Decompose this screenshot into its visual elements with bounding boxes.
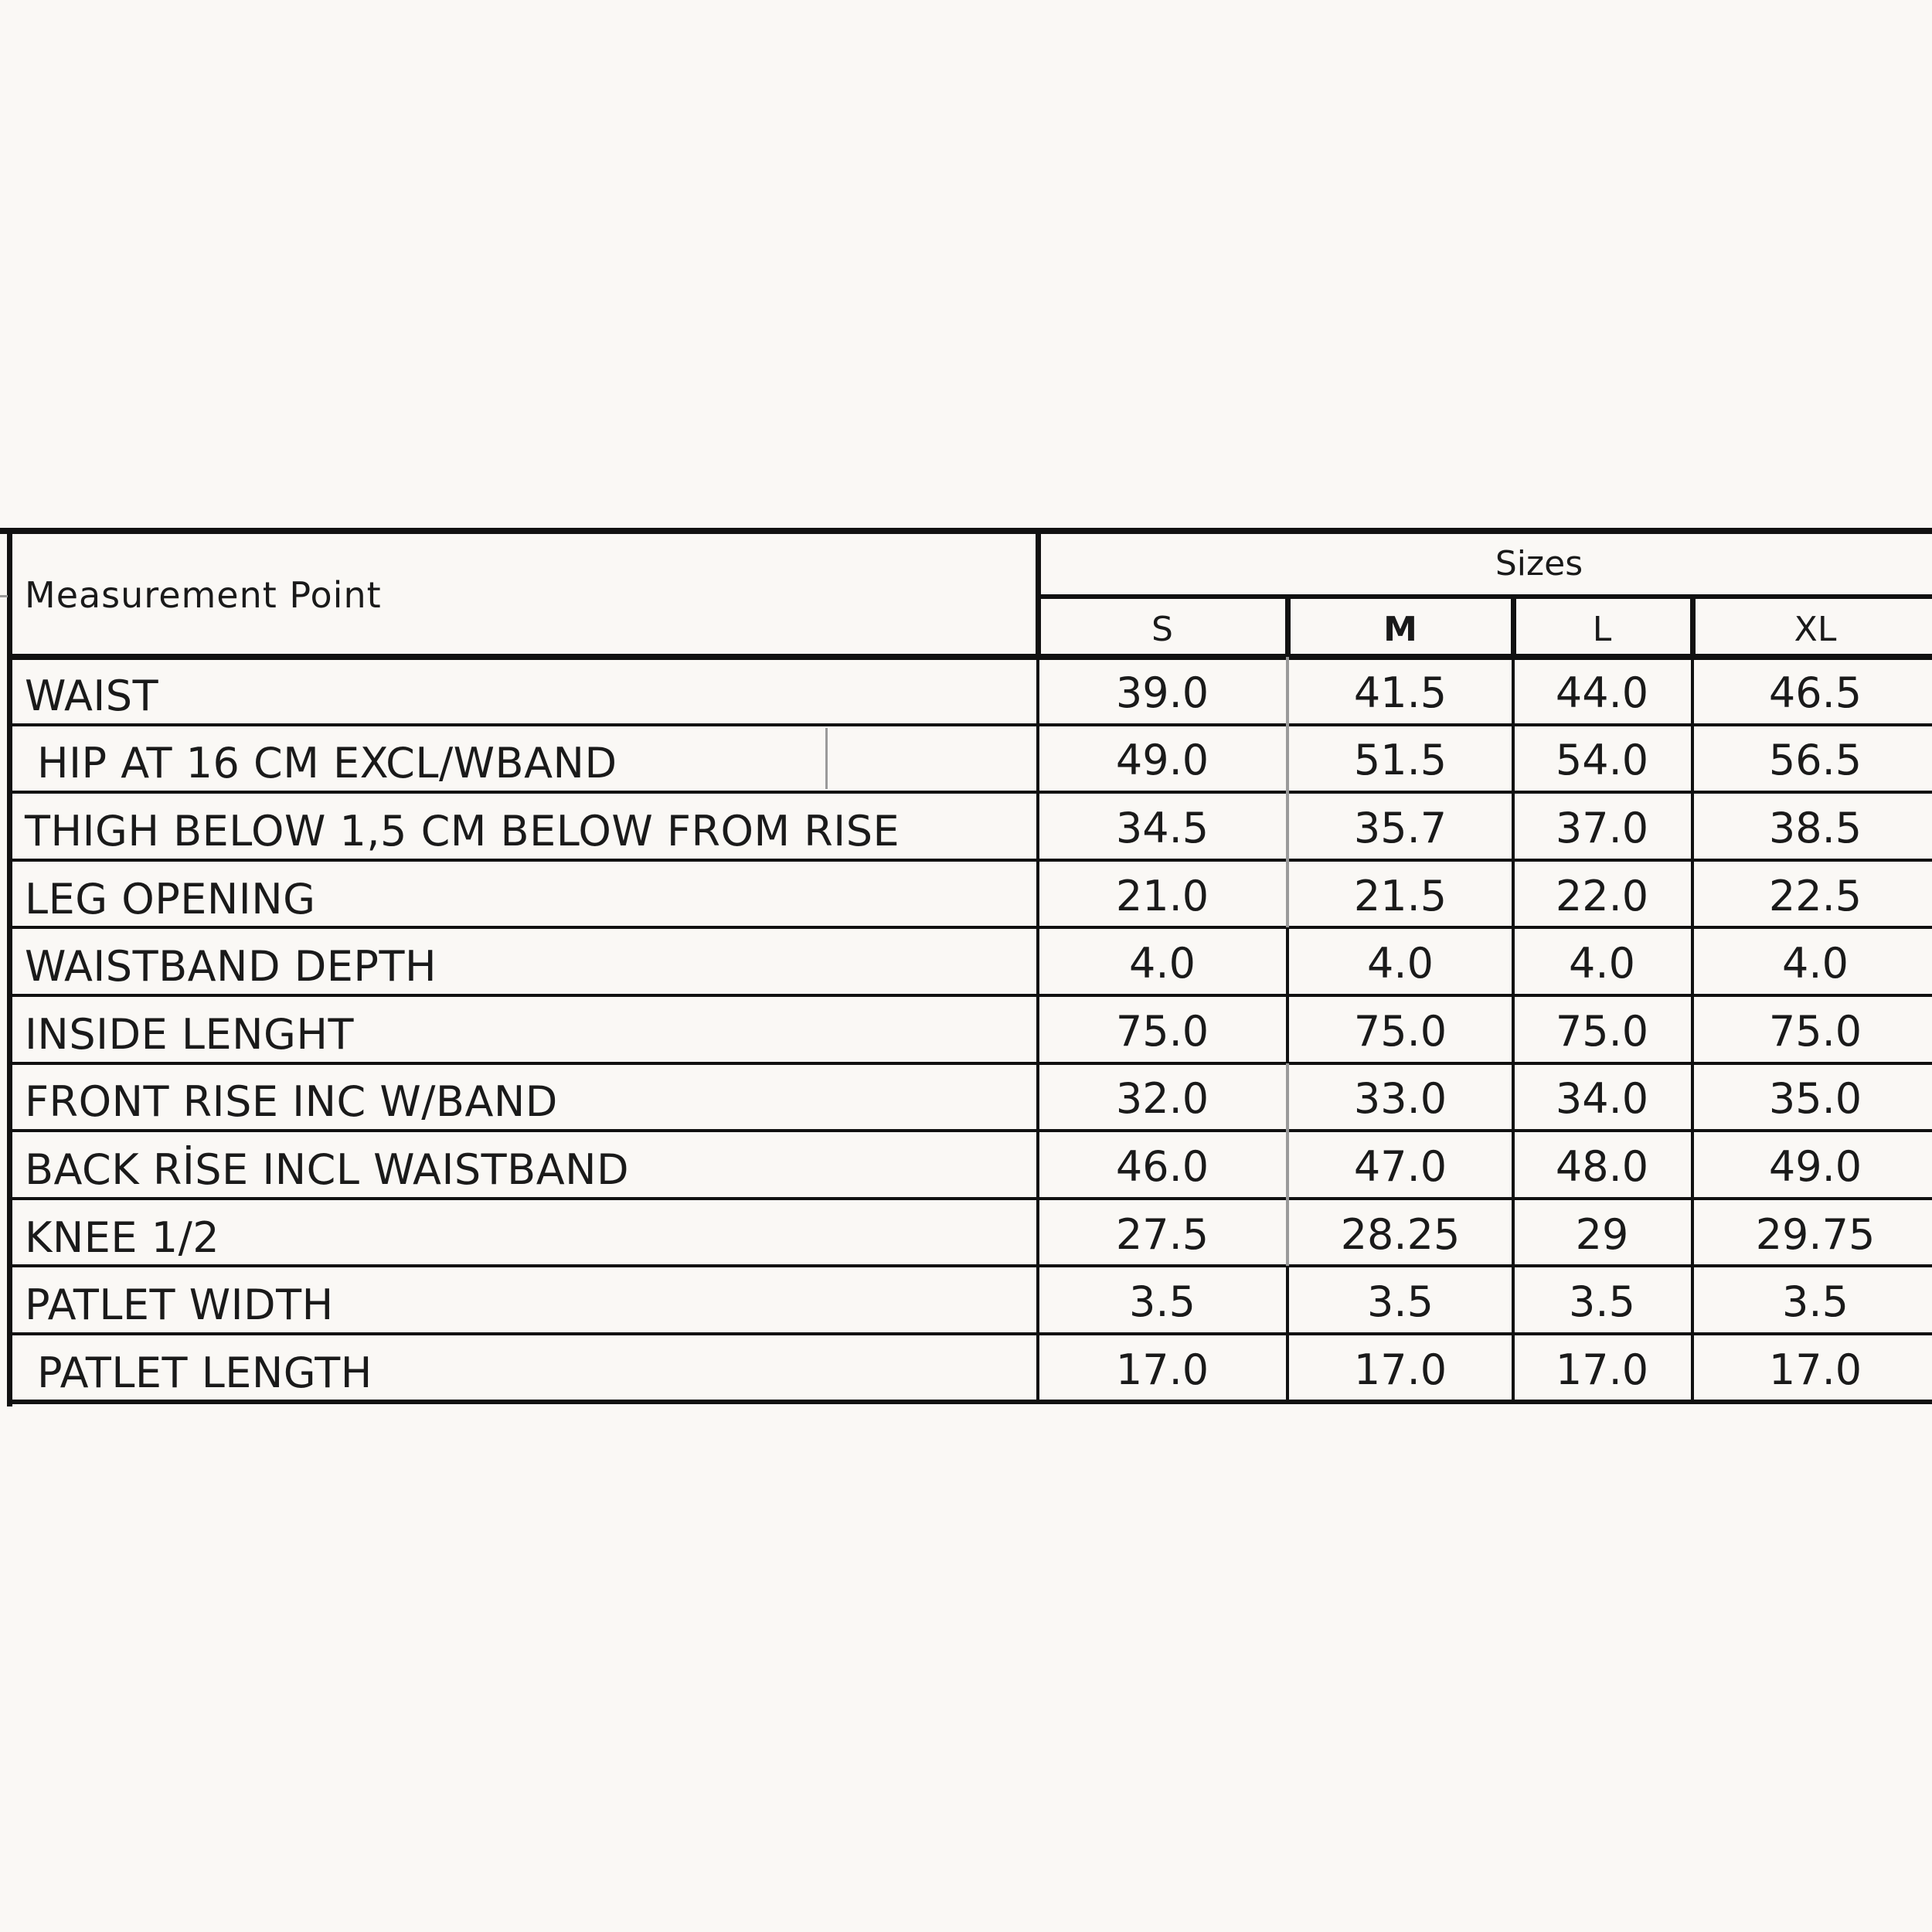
size-col-divider [1286,725,1289,793]
measurement-value: 3.5 [1367,1277,1434,1327]
hip-row-divider [825,728,828,790]
measurement-value: 54.0 [1555,736,1649,785]
label-col-divider [1036,927,1039,995]
measurement-label: WAIST [25,671,159,720]
measurement-value: 17.0 [1555,1345,1649,1394]
size-col-divider [1286,927,1289,995]
row-rule [9,1129,1932,1132]
measurement-value: 4.0 [1367,939,1434,988]
measurement-value: 32.0 [1115,1074,1209,1124]
sizes-header: Sizes [1495,544,1583,583]
label-col-divider [1036,1131,1039,1199]
size-header-m: M [1383,610,1417,649]
size-col-divider [1286,1063,1289,1131]
label-col-divider [1036,725,1039,793]
measurement-value: 21.5 [1353,871,1447,920]
size-col-divider [1512,860,1515,928]
size-col-divider [1512,995,1515,1063]
measurement-value: 35.7 [1353,804,1447,852]
measurement-value: 29.75 [1755,1209,1876,1259]
measurement-label: THIGH BELOW 1,5 CM BELOW FROM RISE [25,807,900,855]
label-col-divider [1036,1199,1039,1267]
label-col-divider [1036,1063,1039,1131]
measurement-value: 47.0 [1353,1142,1447,1191]
size-col-divider [1286,1131,1289,1199]
measurement-value: 49.0 [1115,736,1209,785]
measurement-value: 41.5 [1353,668,1447,717]
row-rule [9,1332,1932,1335]
row-rule [9,994,1932,997]
label-col-divider [1036,1266,1039,1334]
measurement-value: 75.0 [1555,1006,1649,1056]
size-col-divider [1286,792,1289,860]
size-col-divider [1511,597,1516,657]
measurement-label: PATLET LENGTH [37,1348,372,1397]
sizes-underline [1038,594,1932,599]
table-left-border [7,531,12,1406]
label-col-divider [1036,792,1039,860]
size-col-divider [1512,1266,1515,1334]
measurement-value: 4.0 [1782,939,1849,988]
measurement-label: PATLET WIDTH [25,1281,334,1330]
row-rule [9,859,1932,862]
measurement-value: 3.5 [1129,1277,1196,1327]
size-col-divider [1286,1266,1289,1334]
size-col-divider [1691,1063,1694,1131]
measurement-point-header: Measurement Point [25,574,382,616]
size-col-divider [1691,1199,1694,1267]
size-col-divider [1691,1131,1694,1199]
measurement-value: 75.0 [1768,1006,1862,1056]
size-col-divider [1691,1334,1694,1402]
size-col-divider [1512,792,1515,860]
measurement-label: KNEE 1/2 [25,1213,220,1262]
size-col-divider [1691,995,1694,1063]
measurement-value: 34.0 [1555,1074,1649,1124]
size-header-xl: XL [1794,610,1837,649]
measurement-value: 22.0 [1555,871,1649,920]
measurement-value: 4.0 [1569,939,1635,988]
measurement-value: 38.5 [1768,804,1862,852]
measurement-value: 17.0 [1353,1345,1447,1394]
table-bottom-border [9,1400,1932,1404]
size-col-divider [1691,657,1694,725]
size-col-divider [1690,597,1696,657]
measurement-value: 46.0 [1115,1142,1209,1191]
row-rule [9,1197,1932,1200]
measurement-label: WAISTBAND DEPTH [25,942,437,992]
measurement-value: 3.5 [1569,1277,1635,1327]
measurement-value: 33.0 [1353,1074,1447,1124]
size-col-divider [1286,1199,1289,1267]
size-col-divider [1691,792,1694,860]
size-col-divider [1285,597,1291,657]
measurement-value: 48.0 [1555,1142,1649,1191]
measurement-label: INSIDE LENGHT [25,1009,354,1059]
measurement-value: 3.5 [1782,1277,1849,1327]
measurement-value: 17.0 [1768,1345,1862,1394]
measurement-value: 49.0 [1768,1142,1862,1191]
measurement-value: 75.0 [1115,1006,1209,1056]
label-col-divider [1036,860,1039,928]
size-col-divider [1512,1199,1515,1267]
row-rule [9,1264,1932,1267]
measurement-value: 44.0 [1555,668,1649,717]
measurement-label: BACK RİSE INCL WAISTBAND [25,1145,630,1194]
measurement-value: 22.5 [1768,871,1862,920]
row-rule [9,791,1932,794]
size-col-divider [1691,860,1694,928]
size-col-divider [1691,927,1694,995]
size-col-divider [1286,860,1289,928]
measurement-value: 34.5 [1115,804,1209,852]
row-rule [9,723,1932,726]
row-rule [9,1062,1932,1065]
measurement-value: 28.25 [1340,1209,1461,1259]
measurement-value: 37.0 [1555,804,1649,852]
table-top-border [0,528,1932,534]
label-col-divider [1036,995,1039,1063]
measurement-value: 27.5 [1115,1209,1209,1259]
size-col-divider [1286,995,1289,1063]
table-left-tick [0,595,8,597]
measurement-value: 75.0 [1353,1006,1447,1056]
row-rule [9,926,1932,929]
measurement-value: 29 [1575,1209,1629,1259]
header-bottom-border [9,654,1932,660]
size-col-divider [1512,657,1515,725]
size-col-divider [1286,657,1289,725]
size-col-divider [1512,725,1515,793]
size-header-s: S [1151,610,1173,649]
measurement-label: LEG OPENING [25,874,316,923]
size-col-divider [1512,927,1515,995]
size-header-l: L [1592,610,1612,649]
measurement-value: 51.5 [1353,736,1447,785]
size-col-divider [1512,1063,1515,1131]
measurement-value: 17.0 [1115,1345,1209,1394]
measurement-label: FRONT RISE INC W/BAND [25,1077,558,1127]
size-col-divider [1512,1334,1515,1402]
size-col-divider [1691,1266,1694,1334]
measurement-value: 56.5 [1768,736,1862,785]
label-col-divider [1036,1334,1039,1402]
size-col-divider [1512,1131,1515,1199]
size-col-divider [1286,1334,1289,1402]
measurement-value: 35.0 [1768,1074,1862,1124]
label-col-divider [1036,657,1039,725]
measurement-value: 39.0 [1115,668,1209,717]
measurement-value: 46.5 [1768,668,1862,717]
measurement-label: HIP AT 16 CM EXCL/WBAND [37,739,617,788]
measurement-value: 4.0 [1129,939,1196,988]
measurement-value: 21.0 [1115,871,1209,920]
size-col-divider [1691,725,1694,793]
